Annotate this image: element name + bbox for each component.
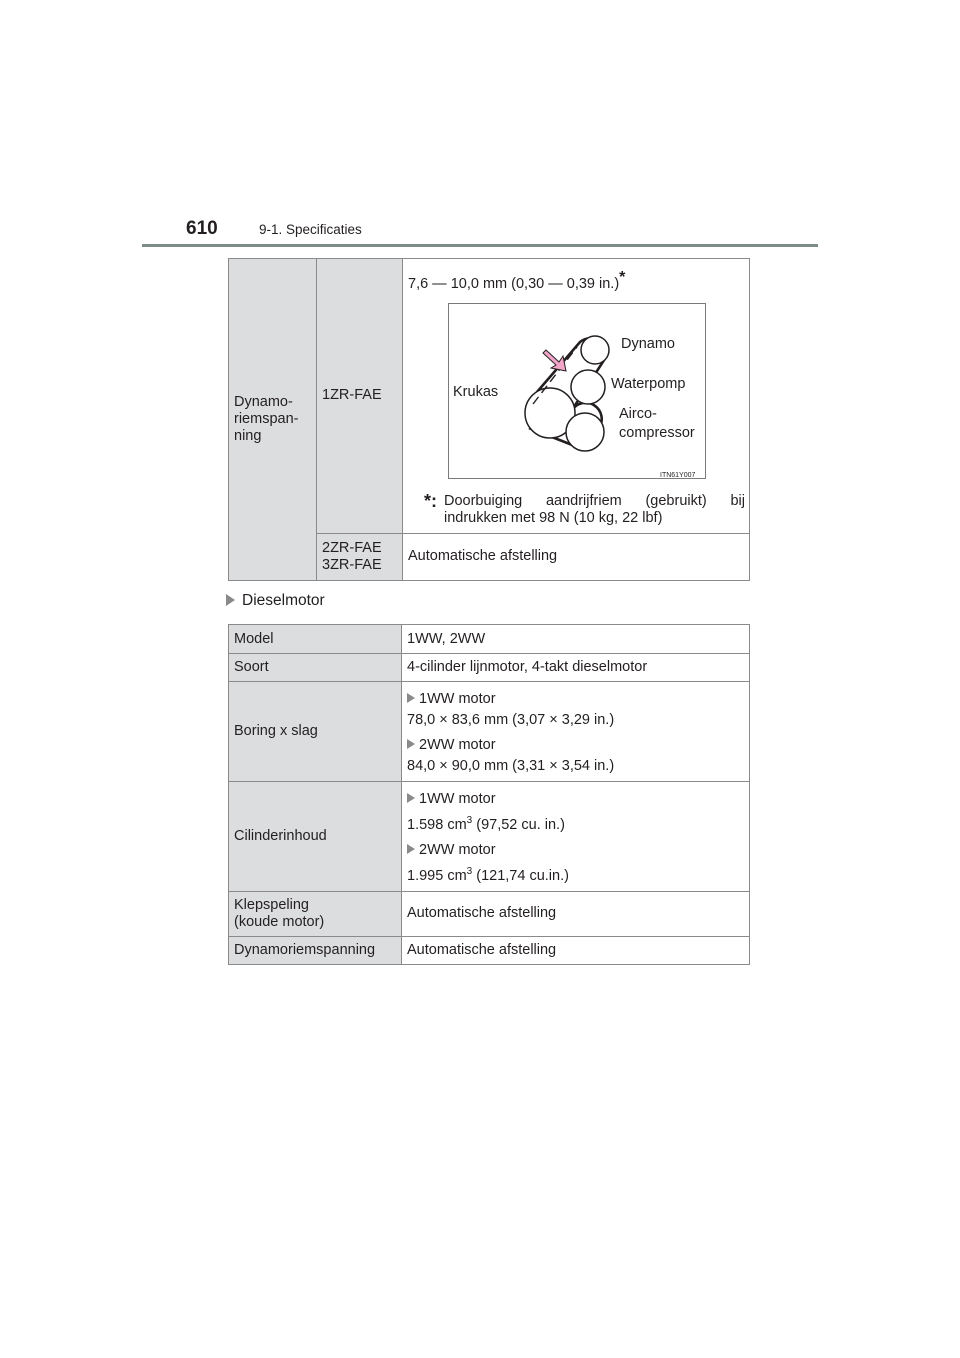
label-waterpomp: Waterpomp (611, 375, 686, 392)
cil-1ww-heading (407, 791, 745, 808)
boring-1ww-heading (407, 691, 745, 708)
model-label: Model (229, 625, 402, 654)
boring-1ww-text: 1WW motor (419, 691, 496, 707)
triangle-bullet-icon (226, 594, 235, 606)
section-title: 9-1. Specificaties (259, 222, 362, 237)
triangle-bullet-icon (407, 844, 415, 854)
diesel-heading (226, 592, 325, 610)
dynamo-pulley (581, 336, 609, 364)
footnote-ref: * (619, 269, 626, 286)
table-row (229, 682, 750, 782)
boring-2ww-value: 84,0 × 90,0 mm (3,31 × 3,54 in.) (407, 758, 615, 774)
label-airco: Airco- (619, 405, 657, 422)
table-row (229, 782, 750, 892)
table-row (229, 654, 750, 682)
boring-value (402, 682, 750, 782)
dyn-value: Automatische afstelling (402, 936, 750, 964)
klep-label: Klepspeling (koude motor) (229, 891, 402, 936)
cil-1ww-value (407, 812, 745, 834)
belt-tension-label-text: Dynamo- riemspan- ning (234, 393, 299, 444)
boring-2ww-heading (407, 737, 745, 754)
cil-2ww-rest: (121,74 cu.in.) (472, 867, 569, 884)
deflection-value: 7,6 — 10,0 mm (0,30 — 0,39 in.) (408, 275, 620, 292)
auto-adjust-text: Automatische afstelling (408, 548, 558, 565)
triangle-bullet-icon (407, 693, 415, 703)
engine-1zr-text: 1ZR-FAE (322, 387, 382, 404)
label-krukas: Krukas (453, 383, 499, 400)
soort-value: 4-cilinder lijnmotor, 4-takt dieselmotor (402, 654, 750, 682)
engine-2zr-3zr-label (317, 533, 403, 580)
model-value: 1WW, 2WW (402, 625, 750, 654)
table-row (229, 259, 750, 534)
cil-1ww-num: 1.598 cm (407, 816, 467, 833)
triangle-bullet-icon (407, 739, 415, 749)
engine-1zr-spec (403, 259, 750, 534)
cil-value (402, 782, 750, 892)
cil-label: Cilinderinhoud (229, 782, 402, 892)
deflection-spec (408, 269, 745, 293)
cil-2ww-text: 2WW motor (419, 841, 496, 858)
cil-1ww-sup: 3 (466, 815, 473, 826)
cil-2ww-sup: 3 (466, 865, 473, 877)
aircon-pulley (566, 413, 604, 451)
triangle-bullet-icon (407, 793, 415, 803)
klep-value: Automatische afstelling (402, 891, 750, 936)
page-header (142, 216, 818, 248)
diesel-heading-text: Dieselmotor (242, 592, 325, 609)
press-arrow-icon (543, 350, 566, 371)
table-row (229, 891, 750, 936)
dyn-label: Dynamoriemspanning (229, 936, 402, 964)
table-row (229, 625, 750, 654)
cil-1ww-rest: (97,52 cu. in.) (472, 816, 565, 833)
header-rule (142, 244, 818, 247)
page-number: 610 (186, 218, 218, 239)
boring-label: Boring x slag (229, 682, 402, 782)
cil-1ww-text: 1WW motor (419, 791, 496, 807)
waterpump-pulley (571, 370, 605, 404)
boring-2ww-text: 2WW motor (419, 737, 496, 753)
belt-diagram (448, 303, 706, 479)
table-row (229, 936, 750, 964)
footnote (408, 490, 745, 527)
label-dynamo: Dynamo (621, 335, 675, 352)
boring-1ww-value: 78,0 × 83,6 mm (3,07 × 3,29 in.) (407, 712, 615, 728)
cil-2ww-num: 1.995 cm (407, 867, 467, 884)
belt-tension-table (228, 258, 750, 581)
soort-label: Soort (229, 654, 402, 682)
diesel-spec-table (228, 624, 750, 965)
diagram-code: ITN61Y007 (660, 471, 696, 479)
engine-1zr-label (317, 259, 403, 534)
footnote-text: Doorbuiging aandrijfriem (gebruikt) bij indrukken met 98 N (10 kg, 22 lbf) (444, 492, 745, 526)
engine-2zr-3zr-spec (403, 533, 750, 580)
cil-2ww-heading (407, 842, 745, 859)
belt-tension-label (229, 259, 317, 581)
footnote-marker: *: (424, 490, 437, 511)
engine-2zr-3zr-text: 2ZR-FAE 3ZR-FAE (322, 539, 382, 573)
cil-2ww-value (407, 863, 745, 885)
label-compressor: compressor (619, 424, 695, 441)
